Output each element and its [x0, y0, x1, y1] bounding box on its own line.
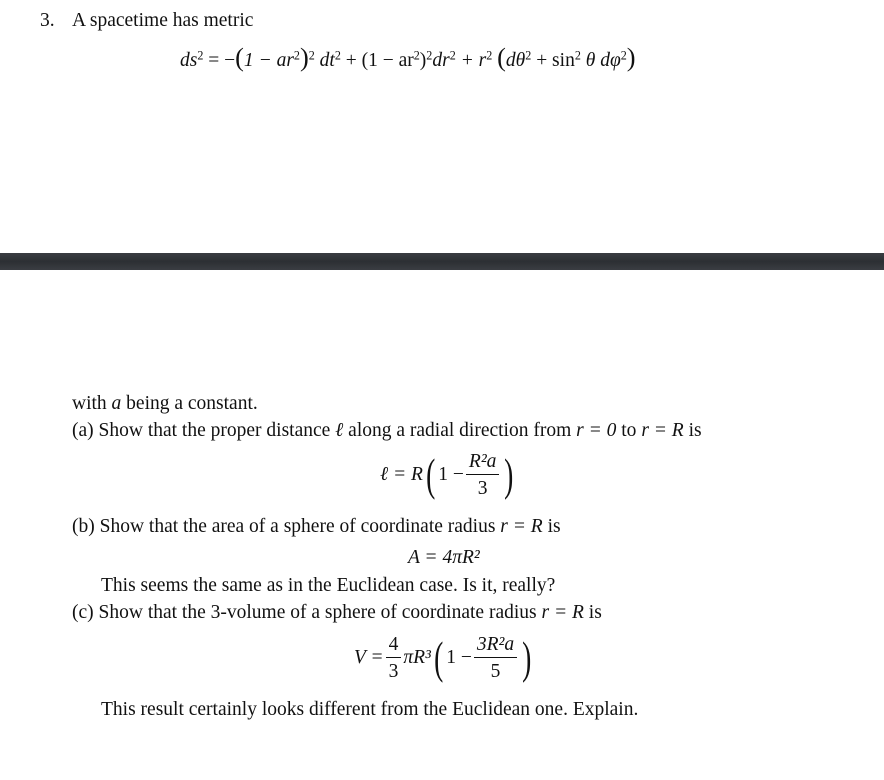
page-separator-bar [0, 253, 884, 270]
part-a-equation: ℓ = R ( 1 − $\frac{\text{R²a}}{3}$ ) [380, 449, 514, 501]
part-a-statement: (a) Show that the proper distance ℓ along a radial direction from r = 0 to r = R is [72, 420, 702, 441]
part-c-comment: This result certainly looks different from the Euclidean one. Explain. [101, 699, 639, 720]
part-b-comment: This seems the same as in the Euclidean case. Is it, really? [101, 575, 556, 596]
problem-intro: A spacetime has metric [72, 10, 254, 31]
constant-note: with a being a constant. [72, 393, 258, 414]
part-b-statement: (b) Show that the area of a sphere of coordinate radius r = R is [72, 516, 561, 537]
problem-number: 3. [40, 10, 55, 31]
metric-equation: $ds^2 = -(1 - ar^2)^2$ $dt^2 + (1 - ar^2)^2dr^2 + r^2$ ($d\theta^2 + \sin^2 \theta$ $d\varphi^2$) [180, 43, 636, 72]
part-c-equation: V = $\frac{4}{3}$ πR³ ( 1 − $\frac{\text{3R²a}}{5}$ ) [354, 632, 532, 684]
part-c-statement: (c) Show that the 3-volume of a sphere of coordinate radius r = R is [72, 602, 602, 623]
part-b-equation: A = 4πR² [408, 547, 480, 568]
